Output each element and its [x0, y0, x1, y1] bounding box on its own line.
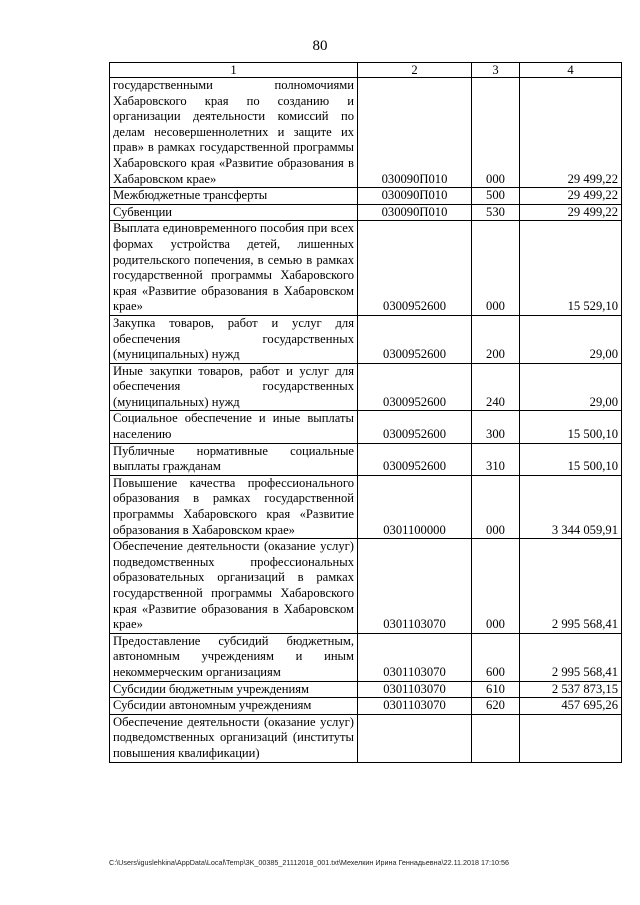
row-amount: 29 499,22 — [520, 188, 622, 205]
row-expense-type: 200 — [472, 315, 520, 363]
row-description: Субвенции — [110, 204, 358, 221]
column-header-2: 2 — [358, 63, 472, 78]
row-amount: 2 995 568,41 — [520, 539, 622, 634]
row-description: Повышение качества профессионального образования в рамках государственной программы Хабаровского края «Развитие образования в Хабаровском крае» — [110, 475, 358, 538]
row-target-code: 0300952600 — [358, 411, 472, 443]
column-header-4: 4 — [520, 63, 622, 78]
row-amount: 15 529,10 — [520, 221, 622, 316]
budget-table — [109, 62, 622, 763]
row-target-code: 0301103070 — [358, 633, 472, 681]
row-description: Публичные нормативные социальные выплаты гражданам — [110, 443, 358, 475]
table-row — [110, 443, 622, 475]
row-expense-type: 620 — [472, 698, 520, 715]
row-expense-type: 600 — [472, 633, 520, 681]
table-row — [110, 539, 622, 634]
row-description: Предоставление субсидий бюджетным, автономным учреждениям и иным некоммерческим организациям — [110, 633, 358, 681]
row-target-code: 0300952600 — [358, 443, 472, 475]
row-expense-type: 000 — [472, 78, 520, 188]
row-description: Социальное обеспечение и иные выплаты населению — [110, 411, 358, 443]
row-description: Иные закупки товаров, работ и услуг для обеспечения государственных (муниципальных) нужд — [110, 363, 358, 411]
row-description: Выплата единовременного пособия при всех формах устройства детей, лишенных родительского попечения, в семью в рамках государственной программы Хабаровского края «Развитие образования в Хабаровском крае» — [110, 221, 358, 316]
row-target-code — [358, 714, 472, 762]
row-target-code: 0300952600 — [358, 315, 472, 363]
row-target-code: 0301103070 — [358, 698, 472, 715]
column-header-3: 3 — [472, 63, 520, 78]
row-amount: 457 695,26 — [520, 698, 622, 715]
row-amount: 29 499,22 — [520, 78, 622, 188]
table-row — [110, 188, 622, 205]
page-number: 80 — [312, 38, 328, 54]
row-target-code: 030090П010 — [358, 204, 472, 221]
row-target-code: 0301103070 — [358, 681, 472, 698]
row-target-code: 030090П010 — [358, 78, 472, 188]
row-description: Обеспечение деятельности (оказание услуг) подведомственных организаций (институты повышения квалификации) — [110, 714, 358, 762]
table-row — [110, 315, 622, 363]
table-row — [110, 633, 622, 681]
row-expense-type: 610 — [472, 681, 520, 698]
row-expense-type: 000 — [472, 539, 520, 634]
column-header-1: 1 — [110, 63, 358, 78]
row-amount: 2 995 568,41 — [520, 633, 622, 681]
row-expense-type — [472, 714, 520, 762]
row-amount: 15 500,10 — [520, 411, 622, 443]
row-target-code: 0301103070 — [358, 539, 472, 634]
row-expense-type: 000 — [472, 221, 520, 316]
row-description: Субсидии бюджетным учреждениям — [110, 681, 358, 698]
row-target-code: 0300952600 — [358, 363, 472, 411]
table-row — [110, 78, 622, 188]
row-description: Закупка товаров, работ и услуг для обеспечения государственных (муниципальных) нужд — [110, 315, 358, 363]
table-row — [110, 698, 622, 715]
row-expense-type: 000 — [472, 475, 520, 538]
table-row — [110, 681, 622, 698]
table-row — [110, 204, 622, 221]
row-description: государственными полномочиями Хабаровского края по созданию и организации деятельности комиссий по делам несовершеннолетних и защите их прав» в рамках государственной программы Хабаровского края «Развитие образования в Хабаровском крае» — [110, 78, 358, 188]
document-footer-path: C:\Users\iguslehkina\AppData\Local\Temp\3K_00385_21112018_001.txt\Мехелкин Ирина Геннадьевна\22.11.2018 17:10:56 — [109, 858, 509, 867]
row-target-code: 030090П010 — [358, 188, 472, 205]
table-row — [110, 363, 622, 411]
row-expense-type: 300 — [472, 411, 520, 443]
row-amount: 2 537 873,15 — [520, 681, 622, 698]
row-amount: 15 500,10 — [520, 443, 622, 475]
row-expense-type: 240 — [472, 363, 520, 411]
row-amount: 29 499,22 — [520, 204, 622, 221]
table-row — [110, 714, 622, 762]
row-target-code: 0301100000 — [358, 475, 472, 538]
row-expense-type: 310 — [472, 443, 520, 475]
row-amount — [520, 714, 622, 762]
row-description: Субсидии автономным учреждениям — [110, 698, 358, 715]
table-row — [110, 221, 622, 316]
row-description: Межбюджетные трансферты — [110, 188, 358, 205]
row-amount: 29,00 — [520, 363, 622, 411]
row-amount: 3 344 059,91 — [520, 475, 622, 538]
row-amount: 29,00 — [520, 315, 622, 363]
table-header-row — [110, 63, 622, 78]
row-description: Обеспечение деятельности (оказание услуг) подведомственных профессиональных образовательных организаций в рамках государственной программы Хабаровского края «Развитие образования в Хабаровском крае» — [110, 539, 358, 634]
row-expense-type: 500 — [472, 188, 520, 205]
row-target-code: 0300952600 — [358, 221, 472, 316]
table-row — [110, 411, 622, 443]
row-expense-type: 530 — [472, 204, 520, 221]
table-row — [110, 475, 622, 538]
